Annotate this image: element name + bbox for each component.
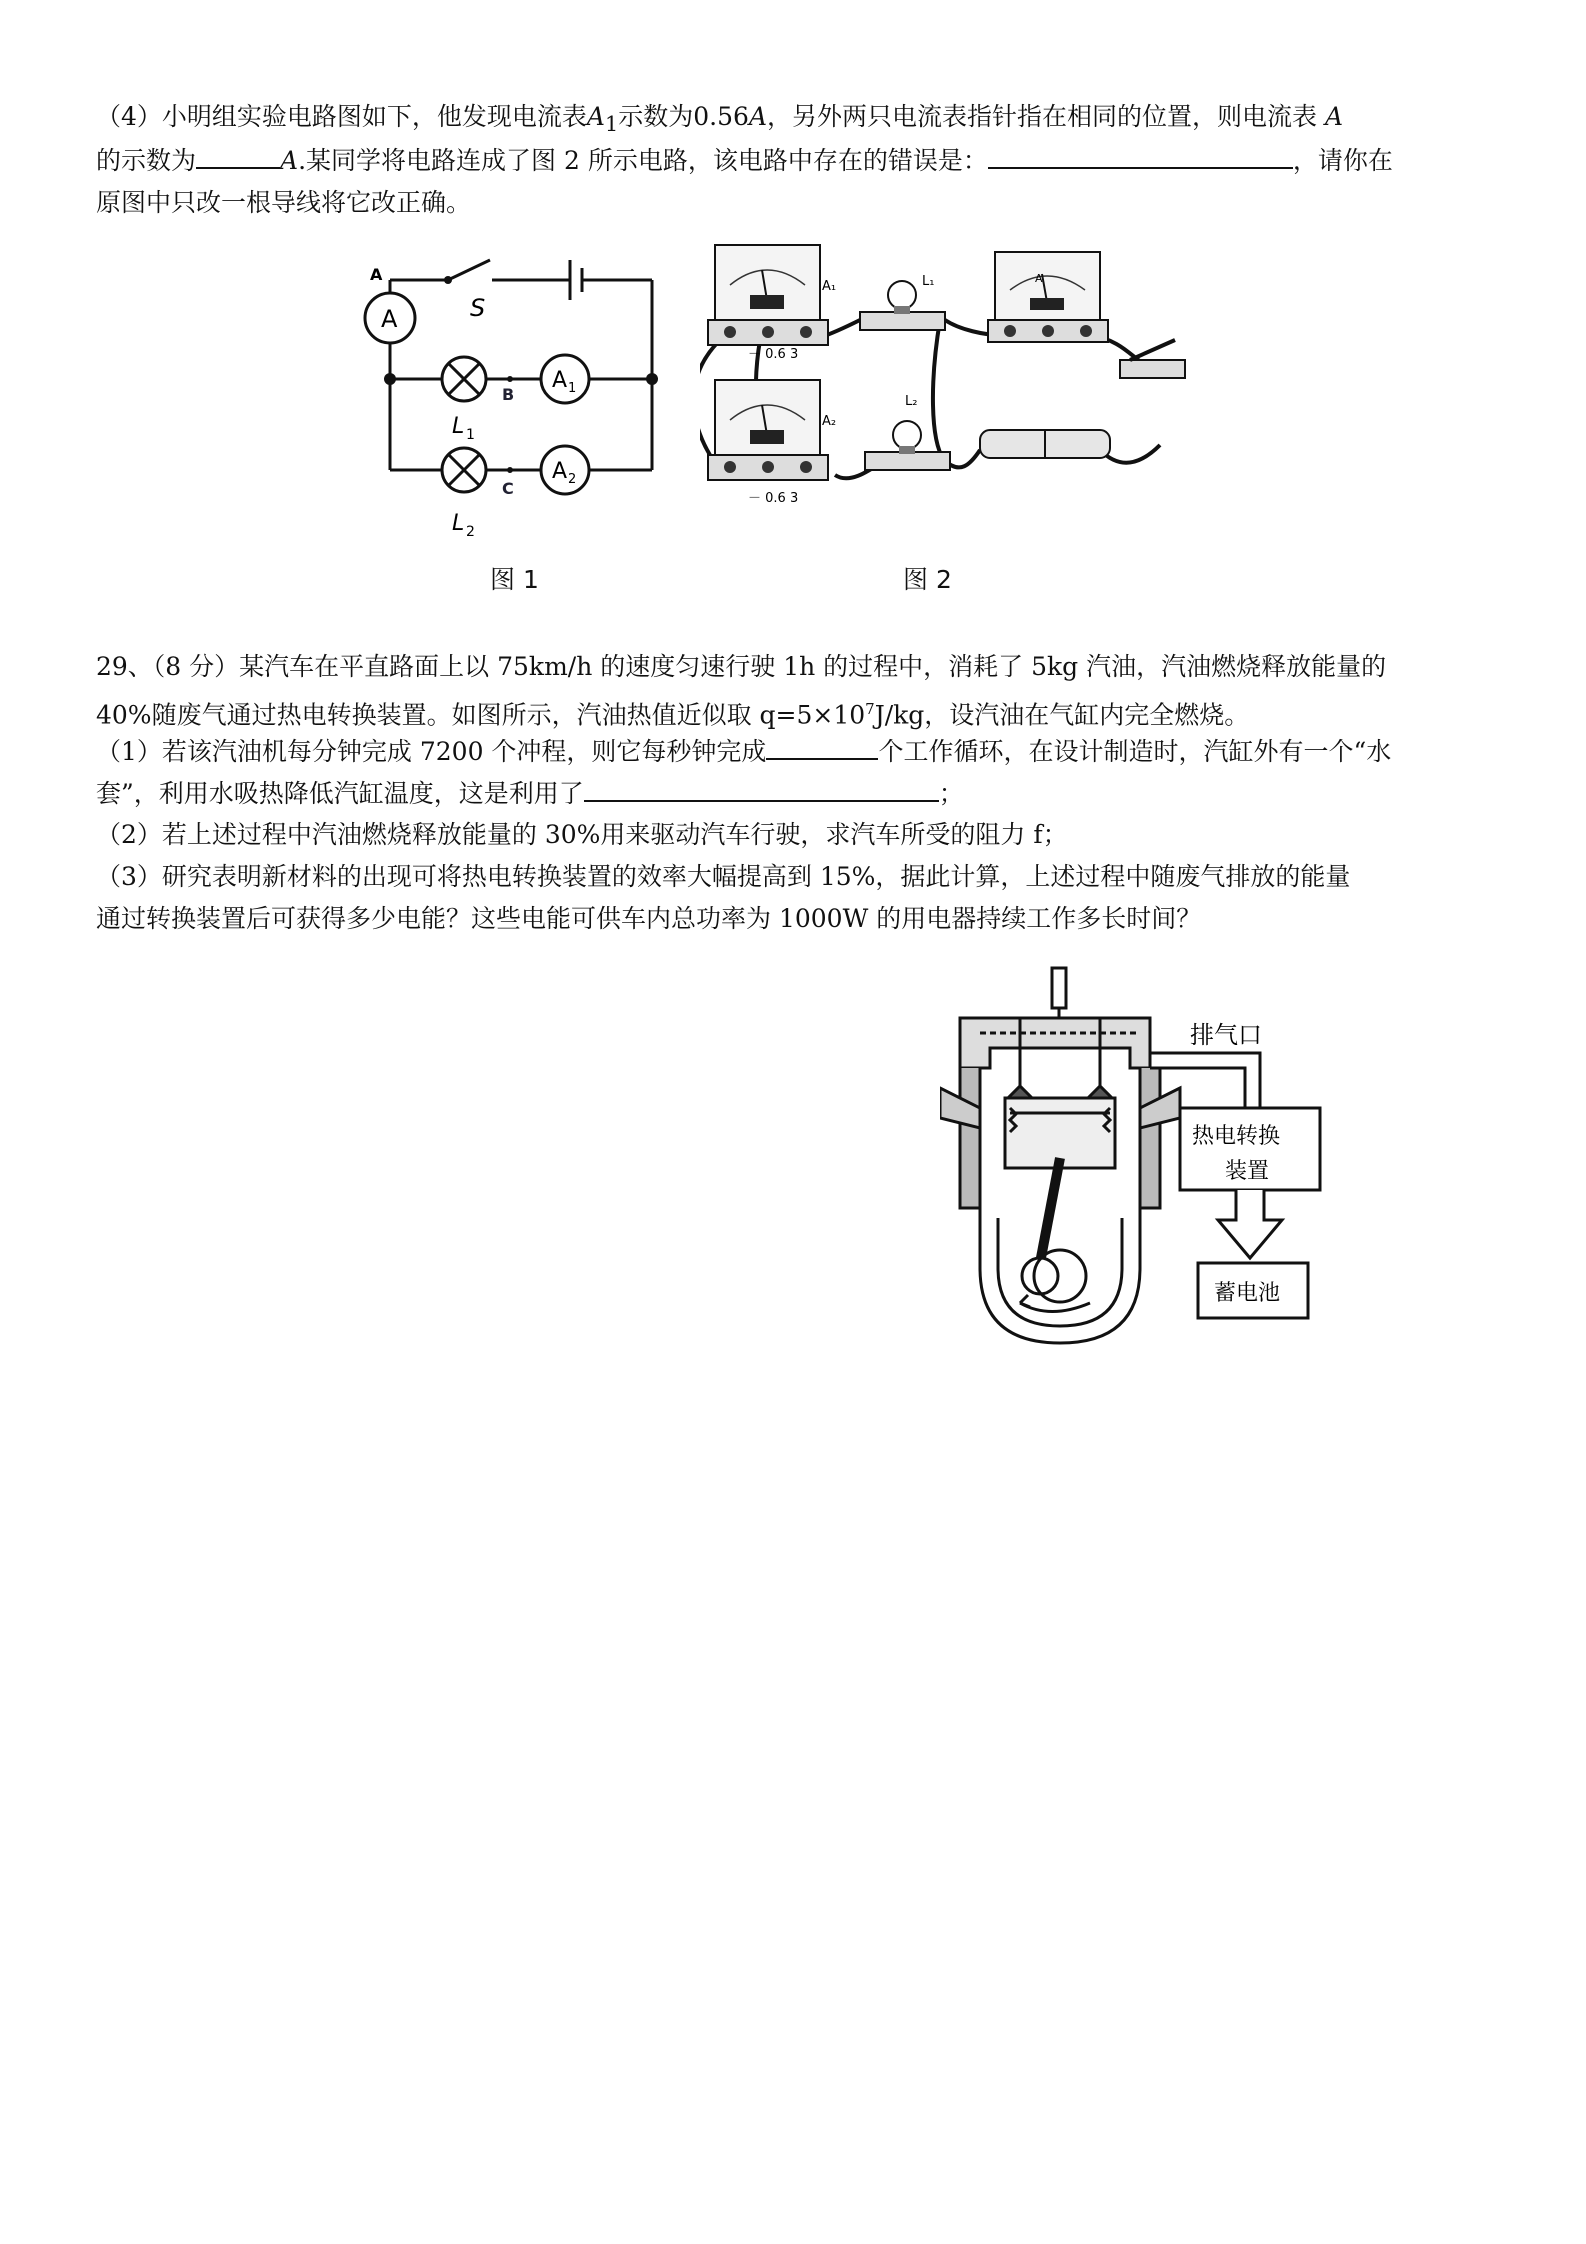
fig1-switch-label: S: [470, 294, 486, 322]
fig1-lamp-l2-label: L: [452, 511, 465, 536]
fig1-meter-a1-label: A: [552, 368, 568, 393]
q29-part-3-line-1: [96, 860, 1350, 894]
q28-text: .某同学将电路连成了图 2 所示电路，该电路中存在的错误是：: [298, 146, 988, 175]
q29-part-3-line-2: [96, 902, 1201, 936]
answer-blank-current[interactable]: [196, 143, 280, 169]
fig2-a1-label: A₁: [822, 279, 837, 294]
fig2-meter-a-face: A: [1035, 272, 1043, 285]
fig2-a2-label: A₂: [822, 414, 837, 429]
fig1-meter-a1-sub: 1: [568, 381, 577, 396]
q29-text: （3）研究表明新材料的出现可将热电转换装置的效率大幅提高到 15%，据此计算，上述过程中随废气排放的能量: [96, 862, 1351, 891]
q28-text: ，另外两只电流表指针指在相同的位置，则电流表: [767, 102, 1325, 131]
switch-device: [1120, 340, 1185, 378]
lamp-l2-icon: [442, 448, 486, 492]
ammeter-a-device: [988, 252, 1108, 342]
lamp-l1-icon: [442, 357, 486, 401]
q29-part-2: [96, 818, 1068, 852]
engine-diagram: [940, 958, 1340, 1358]
q28-text: 示数为: [618, 102, 694, 131]
battery-device: [980, 430, 1110, 458]
q28-line-1: [96, 100, 1343, 141]
fig1-meter-a-label: A: [381, 305, 398, 333]
q29-text: 套”，利用水吸热降低汽缸温度，这是利用了: [96, 779, 584, 808]
q29-text: ；: [938, 779, 964, 808]
current-value: 0.56: [693, 102, 749, 131]
q29-line-2: [96, 692, 1249, 732]
converter-label-2: 装置: [1225, 1159, 1270, 1184]
figure-1-circuit: [340, 238, 670, 558]
fig2-l1-label: L₁: [922, 274, 935, 289]
ammeter-a1-symbol: A: [586, 102, 605, 131]
fig1-meter-a2-label: A: [552, 459, 568, 484]
down-arrow-icon: [1218, 1190, 1282, 1258]
q29-line-1: [96, 650, 1386, 684]
fig2-l2-label: L₂: [905, 394, 918, 409]
figure-2-caption: 图 2: [903, 565, 952, 594]
q29-part-1-line-2: [96, 776, 964, 811]
fig1-meter-a2-sub: 2: [568, 472, 577, 487]
q29-part-1-line-1: [96, 734, 1391, 769]
answer-blank-cycles[interactable]: [766, 734, 878, 760]
q29-text: 个工作循环，在设计制造时，汽缸外有一个“水: [878, 737, 1392, 766]
fig1-point-a-label: A: [370, 265, 383, 284]
q29-text: 40%随废气通过热电转换装置。如图所示，汽油热值近似取 q=5×10: [96, 700, 866, 730]
fig1-point-c-label: C: [502, 479, 514, 498]
q28-line-2: [96, 143, 1393, 178]
q29-text: J/kg，设汽油在气缸内完全燃烧。: [874, 700, 1250, 730]
unit-a: A: [280, 146, 299, 175]
ammeter-a1-subscript: 1: [604, 112, 619, 136]
answer-blank-error[interactable]: [988, 143, 1293, 169]
fig2-terminal-label-2: － 0.6 3: [748, 491, 799, 506]
figure-2-wiring: [700, 240, 1200, 530]
exponent: 7: [865, 700, 875, 718]
fig1-lamp-l1-label: L: [452, 414, 465, 439]
q29-text: （2）若上述过程中汽油燃烧释放能量的 30%用来驱动汽车行驶，求汽车所受的阻力 f；: [96, 820, 1068, 849]
figure-1-caption: 图 1: [490, 565, 539, 594]
fig2-terminal-label: － 0.6 3: [748, 347, 799, 362]
q29-text: （1）若该汽油机每分钟完成 7200 个冲程，则它每秒钟完成: [96, 737, 767, 766]
fig1-lamp-l1-sub: 1: [466, 427, 475, 443]
q29-text: 通过转换装置后可获得多少电能？这些电能可供车内总功率为 1000W 的用电器持续工作多长时间？: [96, 904, 1202, 933]
ammeter-a-symbol: A: [1324, 102, 1344, 131]
q28-text: 原图中只改一根导线将它改正确。: [96, 188, 472, 217]
answer-blank-principle[interactable]: [584, 776, 939, 802]
exhaust-port-label: 排气口: [1190, 1021, 1262, 1049]
fig1-lamp-l2-sub: 2: [466, 524, 475, 540]
q29-text: 29、（8 分）某汽车在平直路面上以 75km/h 的速度匀速行驶 1h 的过程中，消耗了 5kg 汽油，汽油燃烧释放能量的: [96, 652, 1387, 681]
q28-line-3: [96, 186, 471, 220]
battery-label: 蓄电池: [1214, 1281, 1281, 1306]
ammeter-a2-device: [708, 380, 828, 480]
current-unit: A: [748, 102, 767, 131]
q28-text: （4）小明组实验电路图如下，他发现电流表: [96, 102, 587, 131]
converter-label-1: 热电转换: [1192, 1124, 1281, 1149]
fig1-point-b-label: B: [502, 385, 515, 404]
q28-text: ，请你在: [1292, 146, 1393, 175]
ammeter-a1-device: [708, 245, 828, 345]
q28-text: 的示数为: [96, 146, 197, 175]
